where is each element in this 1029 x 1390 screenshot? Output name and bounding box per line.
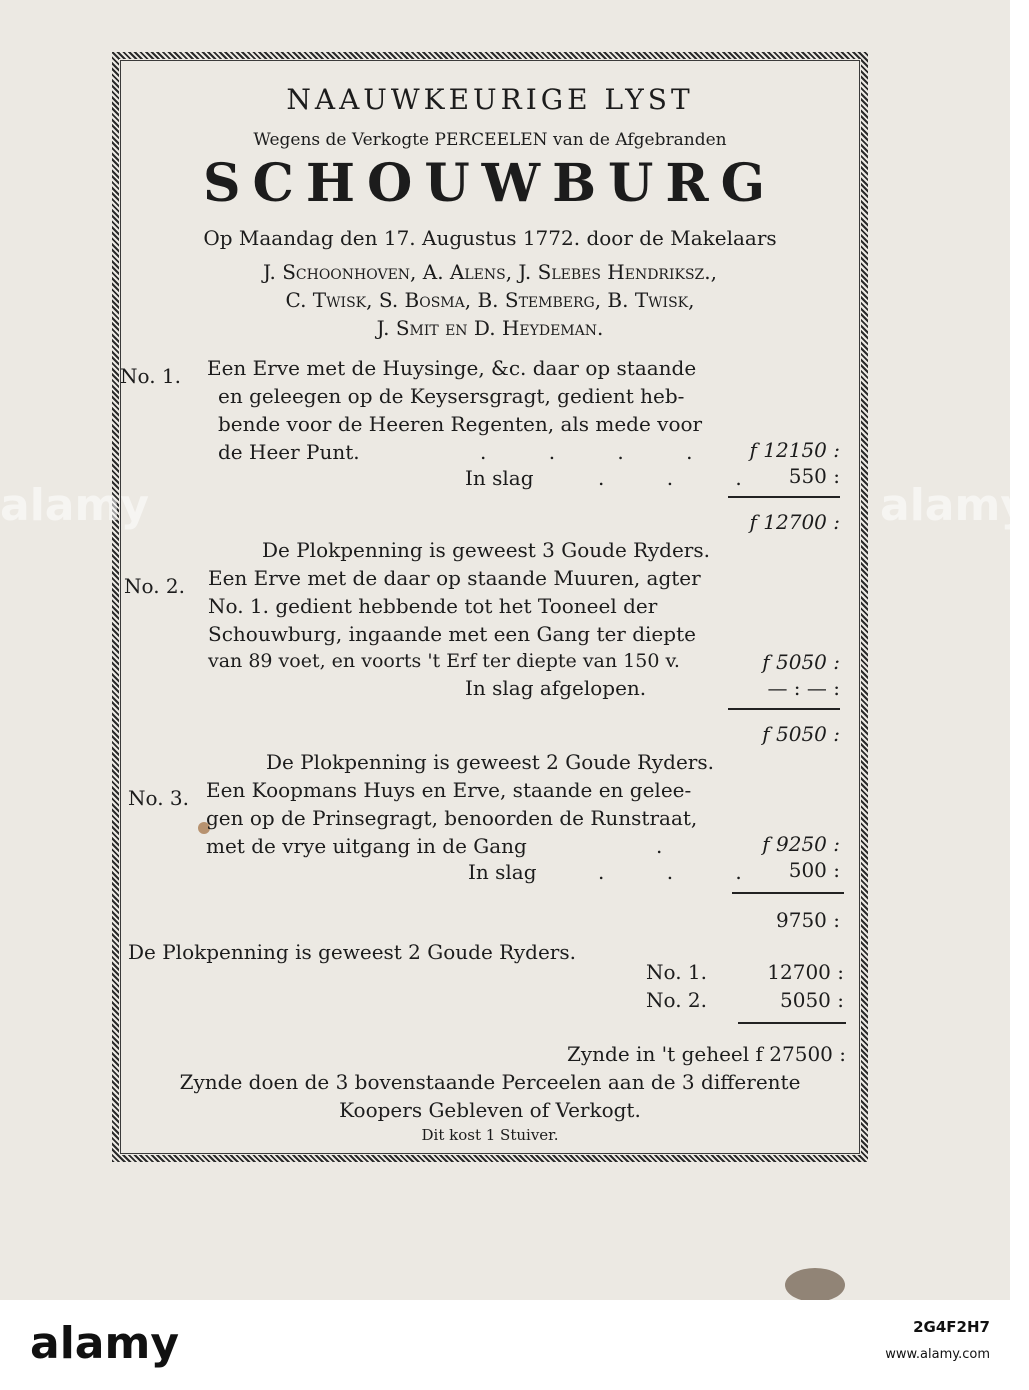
plok-note: De Plokpenning is geweest 2 Goude Ryders. [128,940,576,964]
lot-line: met de vrye uitgang in de Gang [206,834,527,858]
lot-line: Een Koopmans Huys en Erve, staande en gelee- [206,778,692,802]
sum-rule [738,1022,846,1024]
sum-rule [728,708,840,710]
watermark-text: alamy [0,480,149,531]
date-line: Op Maandag den 17. Augustus 1772. door de Makelaars [203,226,777,250]
document-subtitle: Wegens de Verkogte PERCEELEN van de Afgebranden [253,130,727,150]
recap-label: No. 2. [646,988,707,1012]
lot-total: f 5050 : [762,722,840,746]
plok-note: De Plokpenning is geweest 2 Goude Ryders. [266,750,714,774]
lot-line: Een Erve met de daar op staande Muuren, agter [208,566,701,590]
plok-note: De Plokpenning is geweest 3 Goude Ryders. [262,538,710,562]
lot-number: No. 3. [128,786,189,810]
recap-amount: 12700 : [767,960,844,984]
closing-line-2: Koopers Gebleven of Verkogt. [339,1098,641,1122]
recap-label: No. 1. [646,960,707,984]
sum-rule [728,496,840,498]
lot-number: No. 2. [124,574,185,598]
leader-dots: . . . [598,466,770,490]
site-url-label: www.alamy.com [885,1347,990,1362]
inslag-amount: — : — : [767,676,840,700]
inslag-label: In slag [465,466,534,490]
lot-line: Schouwburg, ingaande met een Gang ter diepte [208,622,696,646]
lot-number: No. 1. [120,364,181,388]
main-heading: SCHOUWBURG [202,153,778,214]
document-title: NAAUWKEURIGE LYST [286,83,694,116]
lot-line: Een Erve met de Huysinge, &c. daar op staande [207,356,697,380]
brokers-line-3: J. Smit en D. Heydeman. [376,316,604,340]
image-id-label: 2G4F2H7 [913,1318,990,1336]
lot-price: f 9250 : [762,832,840,856]
lot-price: f 5050 : [762,650,840,674]
closing-line-1: Zynde doen de 3 bovenstaande Perceelen aan de 3 differente [179,1070,801,1094]
recap-amount: 5050 : [780,988,844,1012]
inslag-label: In slag afgelopen. [465,676,647,700]
brokers-line-1: J. Schoonhoven, A. Alens, J. Slebes Hendriksz., [263,260,717,284]
leader-dots: . . . [598,860,770,884]
lot-total: 9750 : [776,908,840,932]
brokers-line-2: C. Twisk, S. Bosma, B. Stemberg, B. Twisk, [285,288,695,312]
inslag-amount: 550 : [788,464,840,488]
lot-line: de Heer Punt. [218,440,360,464]
lot-line: van 89 voet, en voorts 't Erf ter diepte van 150 v. [208,650,680,672]
lot-line: bende voor de Heeren Regenten, als mede voor [218,412,703,436]
lot-total: f 12700 : [749,510,840,534]
price-note: Dit kost 1 Stuiver. [421,1126,559,1144]
sum-rule [732,892,844,894]
inslag-amount: 500 : [788,858,840,882]
lot-line: gen op de Prinsegragt, benoorden de Runstraat, [206,806,698,830]
lot-line: No. 1. gedient hebbende tot het Tooneel der [208,594,658,618]
lot-price: f 12150 : [749,438,840,462]
ink-stain [785,1268,845,1302]
lot-line: en geleegen op de Keysersgragt, gedient heb- [218,384,685,408]
leader-dots: . . . . [480,440,721,464]
inslag-label: In slag [468,860,537,884]
leader-dots: . [656,834,663,858]
alamy-logo: alamy [30,1318,179,1369]
grand-total: Zynde in 't geheel f 27500 : [566,1042,846,1066]
watermark-text: alamy [880,480,1029,531]
